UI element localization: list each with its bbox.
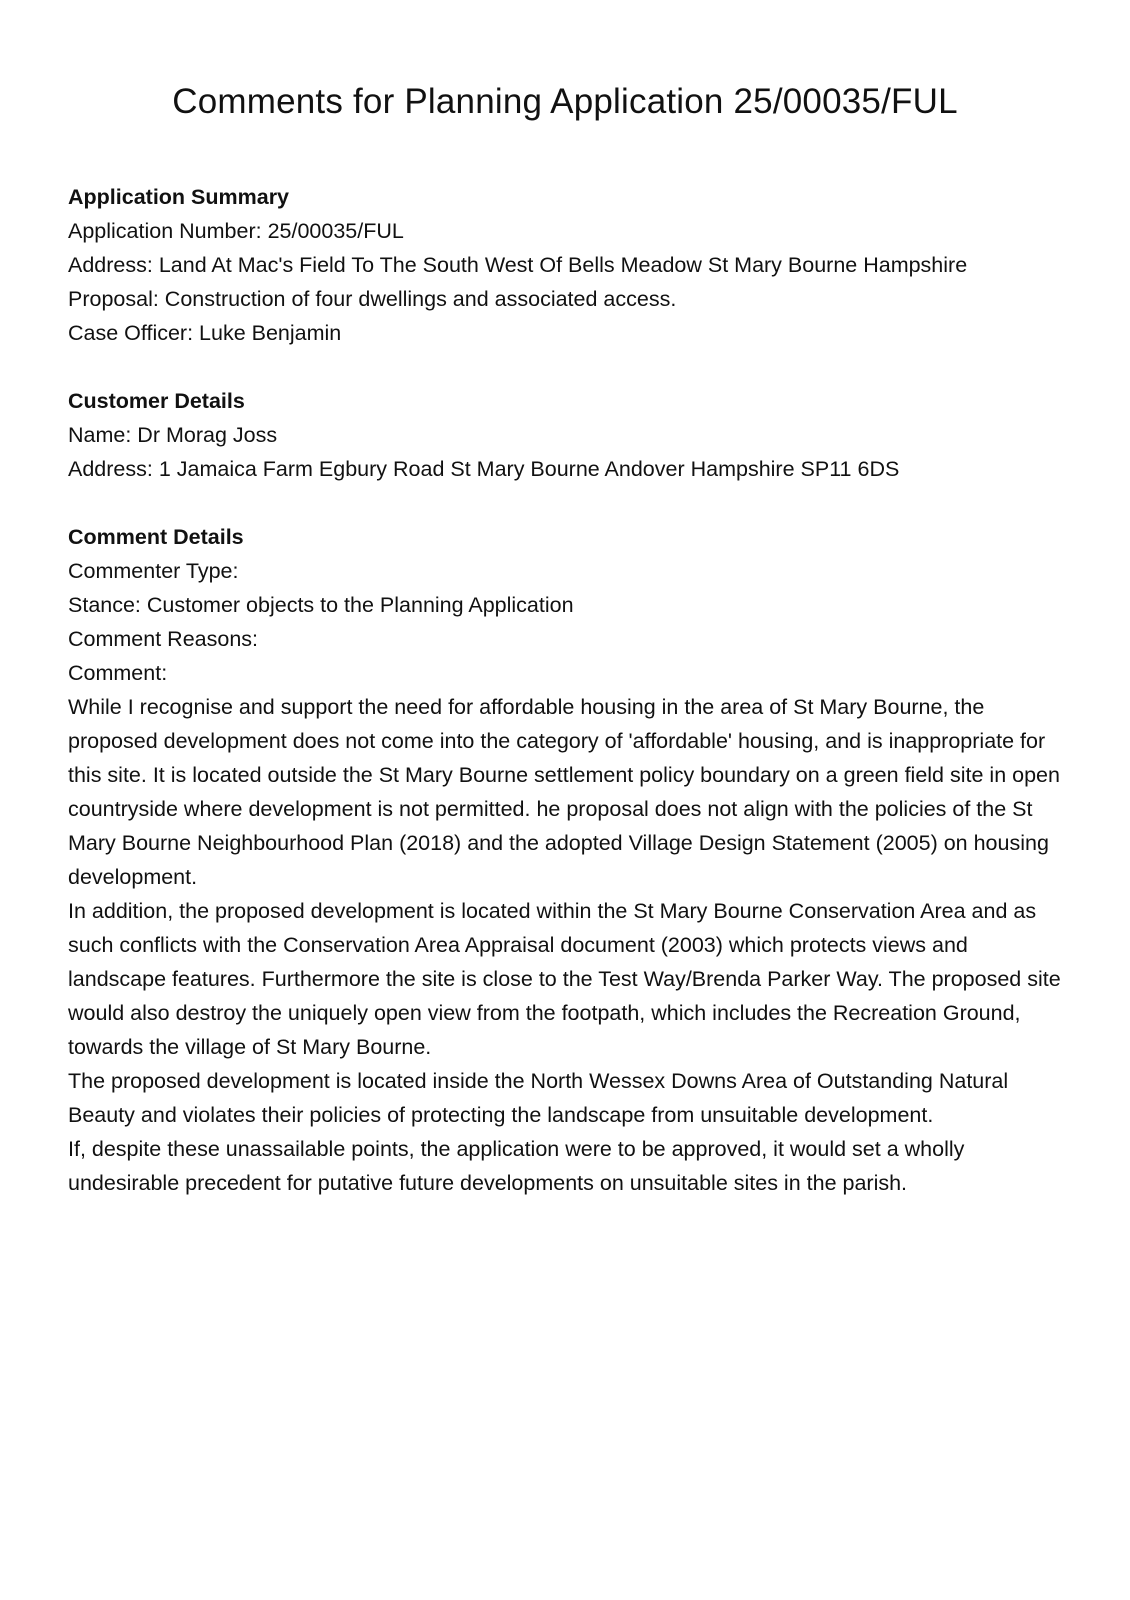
comment-details-heading: Comment Details [68,525,244,549]
customer-address: Address: 1 Jamaica Farm Egbury Road St Mary Bourne Andover Hampshire SP11 6DS [68,457,900,481]
comment-paragraph: While I recognise and support the need for affordable housing in the area of St Mary Bourne, the proposed development does not come into the category of 'affordable' housing, and is inappropriate for this site. It is located outside the St Mary Bourne settlement policy boundary on a green field site in open countryside where development is not permitted. he proposal does not align with the policies of the St Mary Bourne Neighbourhood Plan (2018) and the adopted Village Design Statement (2005) on housing development. [68,695,1060,889]
stance: Stance: Customer objects to the Planning Application [68,593,574,617]
customer-details-section [68,384,1068,486]
comment-paragraph: The proposed development is located inside the North Wessex Downs Area of Outstanding Natural Beauty and violates their policies of protecting the landscape from unsuitable development. [68,1069,1009,1127]
comment-details-section [68,520,1068,1200]
case-officer: Case Officer: Luke Benjamin [68,321,342,345]
comment-paragraph: In addition, the proposed development is located within the St Mary Bourne Conservation Area and as such conflicts with the Conservation Area Appraisal document (2003) which protects views and landscape features. Furthermore the site is close to the Test Way/Brenda Parker Way. The proposed site would also destroy the uniquely open view from the footpath, which includes the Recreation Ground, towards the village of St Mary Bourne. [68,899,1061,1059]
application-summary-section [68,180,1068,350]
document-body [68,180,1068,1234]
comment-paragraph: If, despite these unassailable points, the application were to be approved, it would set a wholly undesirable precedent for putative future developments on unsuitable sites in the parish. [68,1137,965,1195]
comment-reasons: Comment Reasons: [68,627,258,651]
customer-details-heading: Customer Details [68,389,245,413]
customer-name: Name: Dr Morag Joss [68,423,278,447]
site-address: Address: Land At Mac's Field To The South West Of Bells Meadow St Mary Bourne Hampshire [68,253,968,277]
commenter-type: Commenter Type: [68,559,239,583]
comment-label: Comment: [68,661,168,685]
proposal: Proposal: Construction of four dwellings and associated access. [68,287,677,311]
application-summary-heading: Application Summary [68,185,290,209]
page-title: Comments for Planning Application 25/00035/FUL [172,82,958,121]
application-number: Application Number: 25/00035/FUL [68,219,404,243]
